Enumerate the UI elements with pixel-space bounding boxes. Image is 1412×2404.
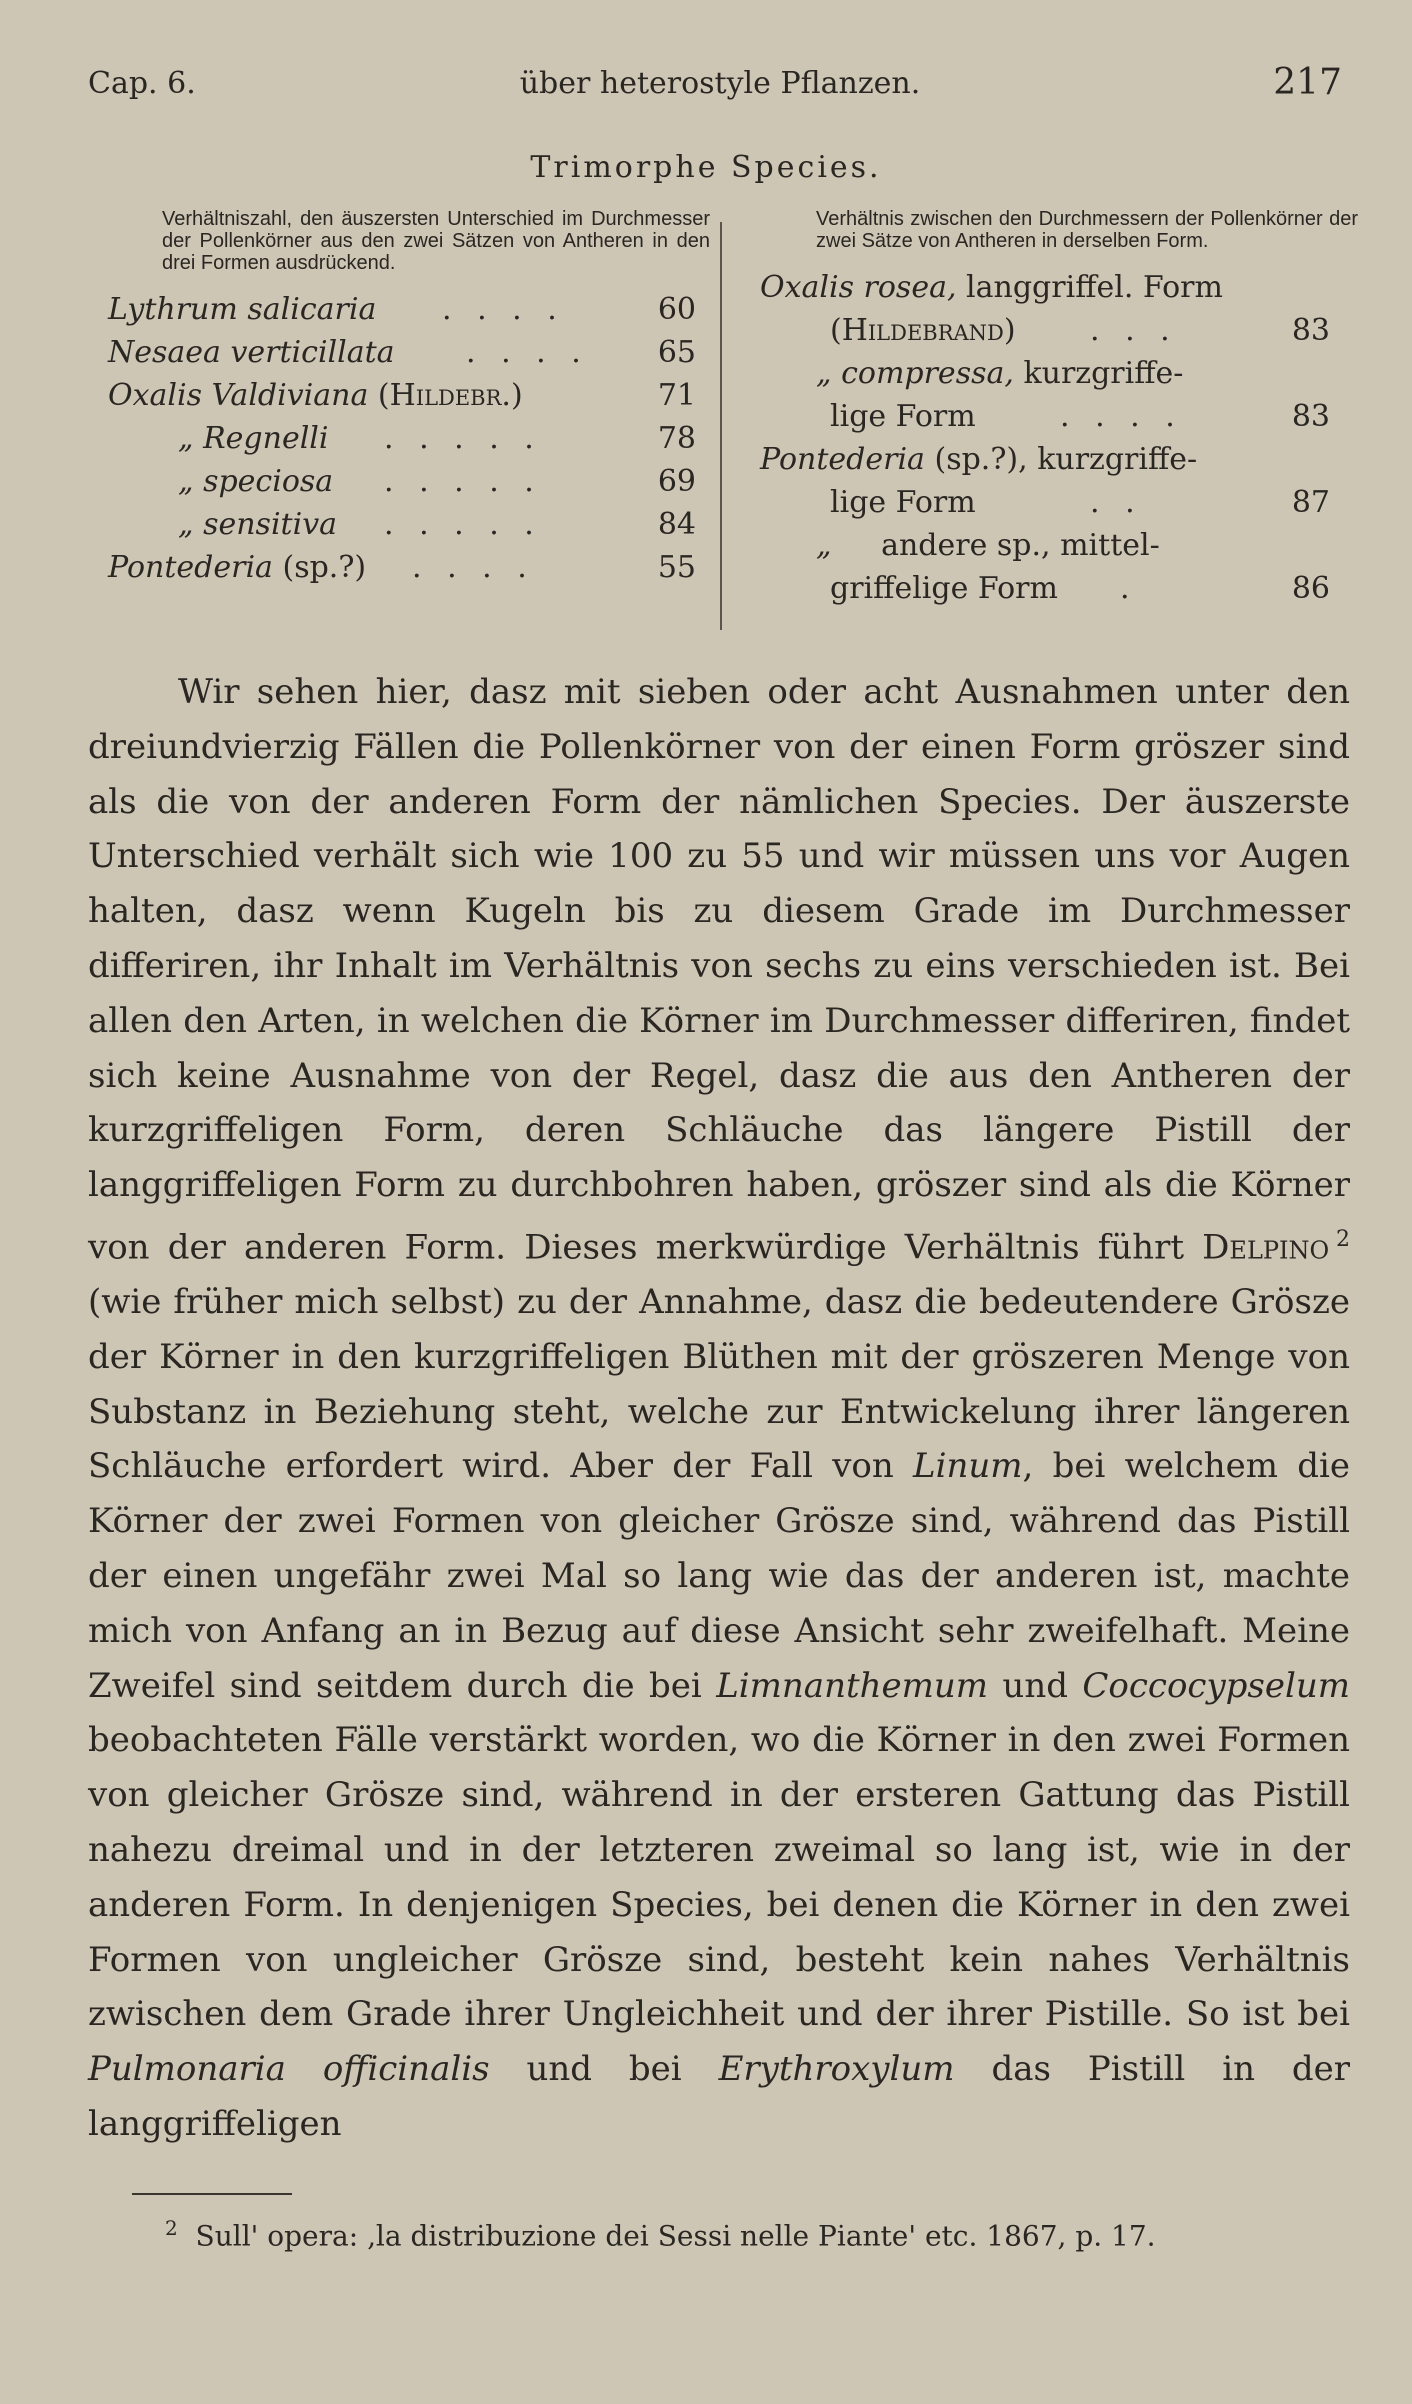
form-description: andere sp., mittel- (881, 528, 1160, 563)
form-description: kurzgriffe- (1023, 356, 1184, 391)
table-row (108, 331, 710, 374)
leader-dots: . (1120, 571, 1138, 606)
ratio-value: 65 (657, 335, 696, 370)
leader-dots: . . . . . (384, 464, 542, 499)
chapter-label: Cap. 6. (88, 66, 196, 101)
table-row (760, 438, 1358, 524)
section-title: Trimorphe Species. (530, 150, 882, 185)
left-column-heading: Verhältniszahl, den äuszersten Unterschied im Durchmesser der Pollenkörner aus den zwei Sätzen von Antheren in den drei Formen ausdrückend. (162, 208, 710, 274)
right-column (760, 208, 1358, 610)
species-name-text: „ compressa, (816, 356, 1014, 391)
footnote-reference[interactable]: 2 (1336, 1226, 1350, 1252)
species-name (816, 352, 1183, 395)
author-name: (Hildebr.) (377, 378, 523, 413)
ratio-value: 60 (657, 292, 696, 327)
left-column (108, 208, 710, 589)
ratio-value: 78 (657, 421, 696, 456)
footnote-rule (132, 2193, 292, 2195)
table-row (760, 266, 1358, 352)
ratio-value: 83 (1291, 313, 1330, 348)
footnote-text: Sull' opera: ‚la distribuzione dei Sessi nelle Piante' etc. 1867, p. 17. (195, 2219, 1156, 2253)
row-line-1 (760, 524, 1358, 567)
species-qualifier: (sp.?) (282, 550, 367, 585)
leader-dots: . . (1090, 485, 1143, 520)
species-name-text: Oxalis Valdiviana (108, 378, 369, 413)
species-name: „ speciosa (178, 464, 334, 499)
species-name-text: Oxalis rosea, (760, 270, 957, 305)
leader-dots: . . . . (442, 292, 565, 327)
species-name (816, 524, 1160, 567)
column-divider (720, 222, 722, 630)
leader-dots: . . . . (412, 550, 535, 585)
table-row (108, 546, 710, 589)
table-row (108, 460, 710, 503)
form-description: lige Form (830, 485, 976, 520)
form-description: langgriffel. Form (966, 270, 1223, 305)
leader-dots: . . . . (1060, 399, 1183, 434)
genus-name: Limnanthemum (716, 1665, 989, 1706)
genus-name: Coccocypselum (1082, 1665, 1351, 1706)
species-name: Lythrum salicaria (108, 292, 377, 327)
ratio-value: 86 (1291, 571, 1330, 606)
text-run: Wir sehen hier, dasz mit sieben oder acht Ausnahmen unter den dreiundvierzig Fällen die Pollenkörner von der einen Form gröszer sind als die von der anderen Form der nämlichen Species. Der äuszerste Unterschied verhält sich wie 100 zu 55 und wir müssen uns vor Augen halten, dasz wenn Kugeln bis zu diesem Grade im Durchmesser differiren, ihr Inhalt im Verhältnis von sechs zu eins verschieden ist. Bei allen den Arten, in welchen die Körner im Durchmesser differiren, findet sich keine Ausnahme von der Regel, dasz die aus den Antheren der kurzgriffeligen Form, deren Schläuche das längere Pistill der langgriffeligen Form zu durchbohren haben, gröszer sind als die Körner von der anderen Form. Dieses merkwürdige Verhältnis führt (88, 672, 1350, 1268)
leader-dots: . . . . . (384, 507, 542, 542)
species-name: „ sensitiva (178, 507, 338, 542)
text-run: (wie früher mich selbst) zu der Annahme, dasz die bedeutendere Grösze der Körner in den kurzgriffeligen Blüthen mit der gröszeren Menge von Substanz in Beziehung steht, welche zur Entwickelung ihrer längeren Schläuche erfordert wird. Aber der Fall von (88, 1282, 1350, 1487)
ditto-mark: „ (816, 528, 832, 563)
ratio-value: 55 (657, 550, 696, 585)
row-line-1 (760, 438, 1358, 481)
species-name-text: Pontederia (108, 550, 273, 585)
genus-name: Linum (913, 1446, 1023, 1487)
species-name (760, 438, 1197, 481)
body-paragraph (88, 665, 1350, 2152)
row-line-2 (760, 481, 1358, 524)
ratio-value: 83 (1291, 399, 1330, 434)
row-line-2 (760, 567, 1358, 610)
species-name-text: Pontederia (760, 442, 925, 477)
species-name: „ Regnelli (178, 421, 329, 456)
paragraph (88, 665, 1350, 2152)
ratio-value: 69 (657, 464, 696, 499)
form-description: lige Form (830, 399, 976, 434)
ratio-value: 84 (657, 507, 696, 542)
species-name: Nesaea verticillata (108, 335, 395, 370)
table-row (108, 503, 710, 546)
text-run: und bei (526, 2049, 682, 2090)
ratio-value: 87 (1291, 485, 1330, 520)
right-column-heading: Verhältnis zwischen den Durchmessern der Pollenkörner der zwei Sätze von Antheren in derselben Form. (816, 208, 1358, 252)
species-name (108, 546, 366, 589)
table-row (760, 352, 1358, 438)
table-row (108, 374, 710, 417)
page-number: 217 (1273, 62, 1342, 103)
running-title: über heterostyle Pflanzen. (519, 66, 921, 101)
table-row (760, 524, 1358, 610)
form-description: griffelige Form (830, 571, 1058, 606)
leader-dots: . . . . (466, 335, 589, 370)
row-line-1 (760, 266, 1358, 309)
species-name: Pulmonaria officinalis (88, 2049, 490, 2090)
text-run: und (1002, 1665, 1068, 1706)
running-header (88, 62, 1352, 112)
ratio-value: 71 (657, 378, 696, 413)
footnote-mark: 2 (165, 2216, 178, 2240)
row-line-1 (760, 352, 1358, 395)
text-run: , bei welchem die Körner der zwei Formen von gleicher Grösze sind, während das Pistill der einen ungefähr zwei Mal so lang wie das der anderen ist, machte mich von Anfang an in Bezug auf diese Ansicht sehr zweifelhaft. Meine Zweifel sind seitdem durch die bei (88, 1446, 1351, 1706)
leader-dots: . . . (1090, 313, 1178, 348)
footnote (165, 2216, 1156, 2252)
species-name (760, 266, 1223, 309)
row-line-2 (760, 395, 1358, 438)
text-run: das Pistill in der langgriffeligen (88, 2049, 1350, 2145)
genus-name: Erythroxylum (718, 2049, 955, 2090)
author-name (830, 309, 1016, 352)
pollen-ratio-table (108, 208, 1358, 640)
form-description: (sp.?), kurzgriffe- (934, 442, 1198, 477)
species-name (108, 374, 523, 417)
table-row (108, 417, 710, 460)
text-run: beobachteten Fälle verstärkt worden, wo die Körner in den zwei Formen von gleicher Grösze sind, während in der ersteren Gattung das Pistill nahezu dreimal und in der letzteren zweimal so lang ist, wie in der anderen Form. In denjenigen Species, bei denen die Körner in den zwei Formen von ungleicher Grösze sind, besteht kein nahes Verhältnis zwischen dem Grade ihrer Ungleichheit und der ihrer Pistille. So ist bei (88, 1720, 1350, 2035)
leader-dots: . . . . . (384, 421, 542, 456)
author-text: (Hildebrand) (830, 313, 1016, 348)
author-name: Delpino (1202, 1227, 1330, 1268)
row-line-2 (760, 309, 1358, 352)
table-row (108, 288, 710, 331)
